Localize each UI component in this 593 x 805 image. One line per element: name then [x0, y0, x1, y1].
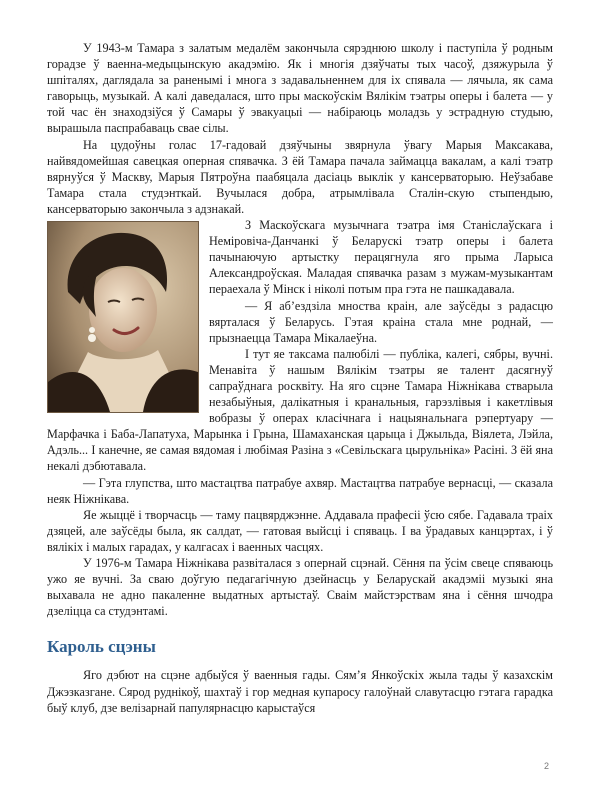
paragraph: З Маскоўскага музычнага тэатра імя Станіслаўскага і Неміровіча-Данчанкі ў Беларускі тэатр оперы і балета пачынаючую артыстку перацягнула яго прыма Ларыса Александроўская. Маладая спявачка разам з мужам-музыкантам пераехала ў Мінск і ніколі потым пра гэта не пашкадавала. — [209, 218, 553, 297]
portrait-photo — [47, 221, 199, 413]
paragraph: Яго дэбют на сцэне адбыўся ў ваенныя гады. Сям’я Янкоўскіх жыла тады ў казахскім Джэзказгане. Сярод руднікоў, шахтаў і гор медная купарoсу галоўнай славутасцю гэтага гарадка быў клуб, дзе велізарнай папулярнасцю карыстаўся — [47, 668, 553, 715]
document-page — [47, 40, 553, 716]
paragraph: У 1976-м Тамара Ніжнікава развіталася з опернай сцэнай. Сёння па ўсім свеце спяваюць ужо яе вучні. За сваю доўгую педагагічную дзейнасць у Беларускай акадэміі музыкі яна выхавала не адно пакаленне выдатных артыстаў. Сваім майстэрствам яна і сёння шчодра дзеліцца са студэнтамі. — [47, 556, 553, 619]
paragraph: — Гэта глупства, што мастацтва патрабуе ахвяр. Мастацтва патрабуе вернасці, — сказала неяк Ніжнікава. — [47, 475, 553, 506]
paragraph: На цудоўны голас 17-гадовай дзяўчыны звярнула ўвагу Марыя Максакава, найвядомейшая савецкая оперная спявачка. З ёй Тамара пачала займацца вакалам, а калі тэатр вярнуўся ў Маскву, Марыя Пятроўна паабяцала дасіаць выклік у кансерваторыю. Неўзабаве Тамара стала студэнткай. Вучылася добра, атрымлівала Сталін-скую стыпендыю, кансерваторыю закончыла з адзнакай. — [47, 137, 553, 216]
page-number: 2 — [543, 761, 549, 771]
section-heading: Кароль сцэны — [47, 637, 156, 657]
paragraph: У 1943-м Тамара з залатым медалём закончыла сярэднюю школу і паступіла ў родным горадзе ў ваенна-медыцынскую акадэмію. Як і многія дзяўчаты тых часоў, дзяжурыла ў шпіталях, даглядала за раненымі і многа з задавальненнем для іх спявала — лячыла, як сама гаворыць, музыкай. А калі даведалася, што пры маскоўскім Вялікім тэатры оперы і балета — у той час ён знаходзіўся ў Самары ў эвакуацыі — набіраюць моладзь у эстрадную студыю, вырашыла паспрабаваць свае сілы. — [47, 41, 553, 136]
paragraph: Яе жыццё і творчасць — таму пацвярджэнне. Аддавала прафесіі ўсю сябе. Гадавала траіх дзяцей, але заўсёды была, як салдат, — гатовая выйсці і спяваць. І ва ўрадавых канцэртах, і ў вялікіх і малых гарадах, у калгасах і ваенных часцях. — [47, 507, 553, 554]
paragraph: І тут яе таксама палюбілі — публіка, калегі, сябры, вучні. Менавіта ў нашым Вялікім тэатры яе талент дасягнуў сапраўднага росквіту. На яго сцэне Тамара Ніжнікава стварыла незабыўныя, далікатныя і кранальныя, гарэзлівыя і какетлівыя вобразы ў операх класічнага і нацыянальнага рэпертуару — Марфачка і Баба-Лапатуха, Марынка і Грына, Шамаханская царыца і Джыльда, Віялета, Лэйла, Адэль... І канечне, яе самая вядомая і любімая Разіна з «Севільскага цырульніка» Расіні. З ёй яна некалі дэбютавала. — [47, 346, 553, 474]
paragraph: — Я аб’ездзіла мноства краін, але заўсёды з радасцю вярталася ў Беларусь. Гэтая краіна стала мне роднай, — прызнаецца Тамара Мікалаеўна. — [209, 298, 553, 345]
